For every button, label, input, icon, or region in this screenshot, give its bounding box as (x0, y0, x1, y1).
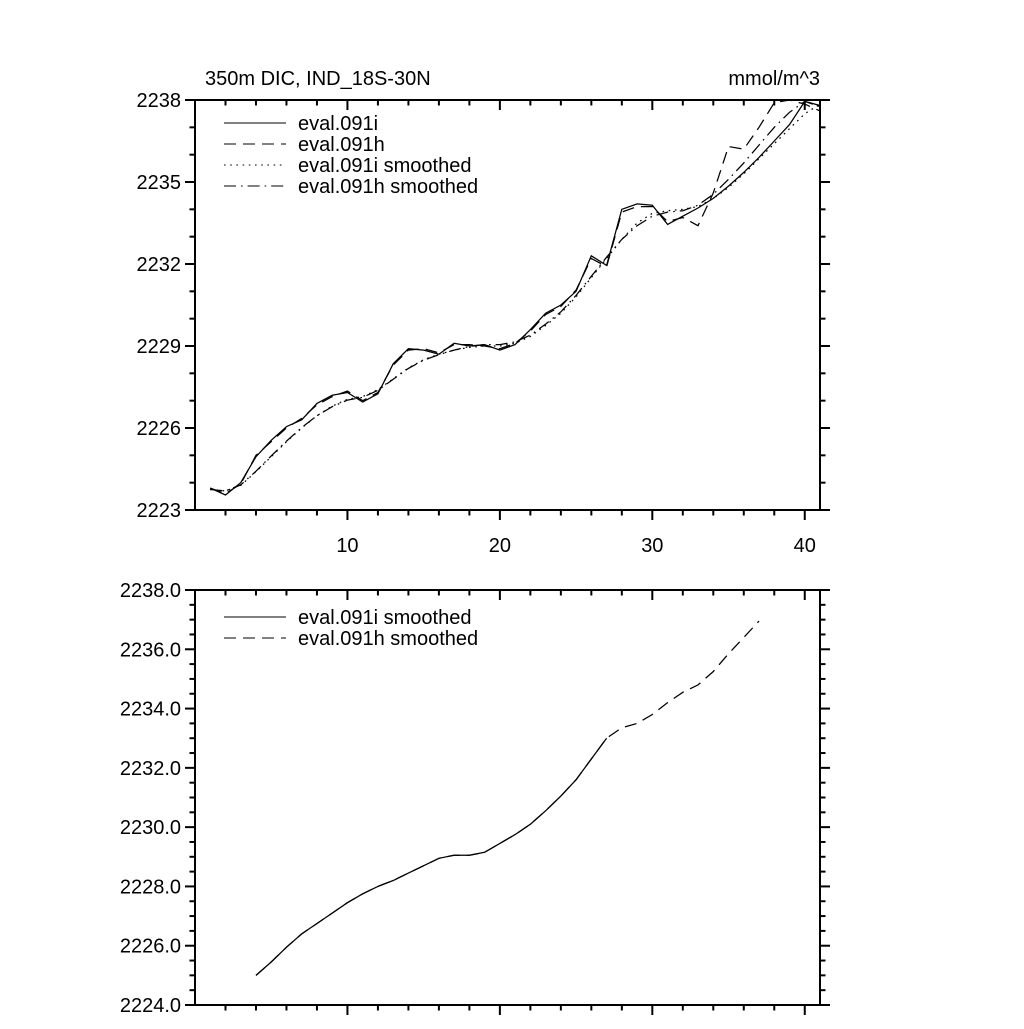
x-tick-label: 10 (336, 535, 359, 557)
y-tick-label: 2234.0 (119, 698, 181, 721)
y-tick-label: 2232.0 (119, 757, 181, 780)
legend-label: eval.091h (298, 134, 385, 156)
legend-label: eval.091h smoothed (298, 176, 479, 198)
x-tick-label: 30 (641, 535, 664, 557)
y-tick-label: 2236.0 (119, 639, 181, 662)
x-tick-label: 40 (793, 535, 816, 557)
legend-label: eval.091i smoothed (298, 607, 472, 629)
y-tick-label: 2226.0 (119, 935, 181, 958)
y-tick-label: 2238.0 (119, 580, 181, 602)
bottom-plot-frame (195, 590, 820, 1005)
top-plot-frame (195, 100, 820, 510)
y-tick-label: 2229 (136, 336, 181, 358)
x-tick-label: 20 (488, 535, 512, 557)
y-tick-label: 2226 (136, 418, 181, 440)
legend-label: eval.091i (298, 113, 379, 135)
series-line-eval-091h-smoothed (256, 621, 759, 975)
y-tick-label: 2230.0 (119, 817, 181, 840)
y-tick-label: 2232 (136, 254, 181, 276)
legend-label: eval.091h smoothed (298, 628, 479, 650)
y-tick-label: 2224.0 (119, 995, 181, 1017)
series-line-eval-091i-smoothed (256, 738, 607, 975)
y-tick-label: 2223 (136, 500, 181, 522)
chart-title: 350m DIC, IND_18S-30N (205, 68, 431, 90)
y-tick-label: 2238 (136, 90, 181, 112)
legend-label: eval.091i smoothed (298, 155, 472, 177)
y-tick-label: 2228.0 (119, 876, 181, 899)
y-tick-label: 2235 (136, 172, 181, 194)
chart-units-label: mmol/m^3 (728, 68, 820, 90)
